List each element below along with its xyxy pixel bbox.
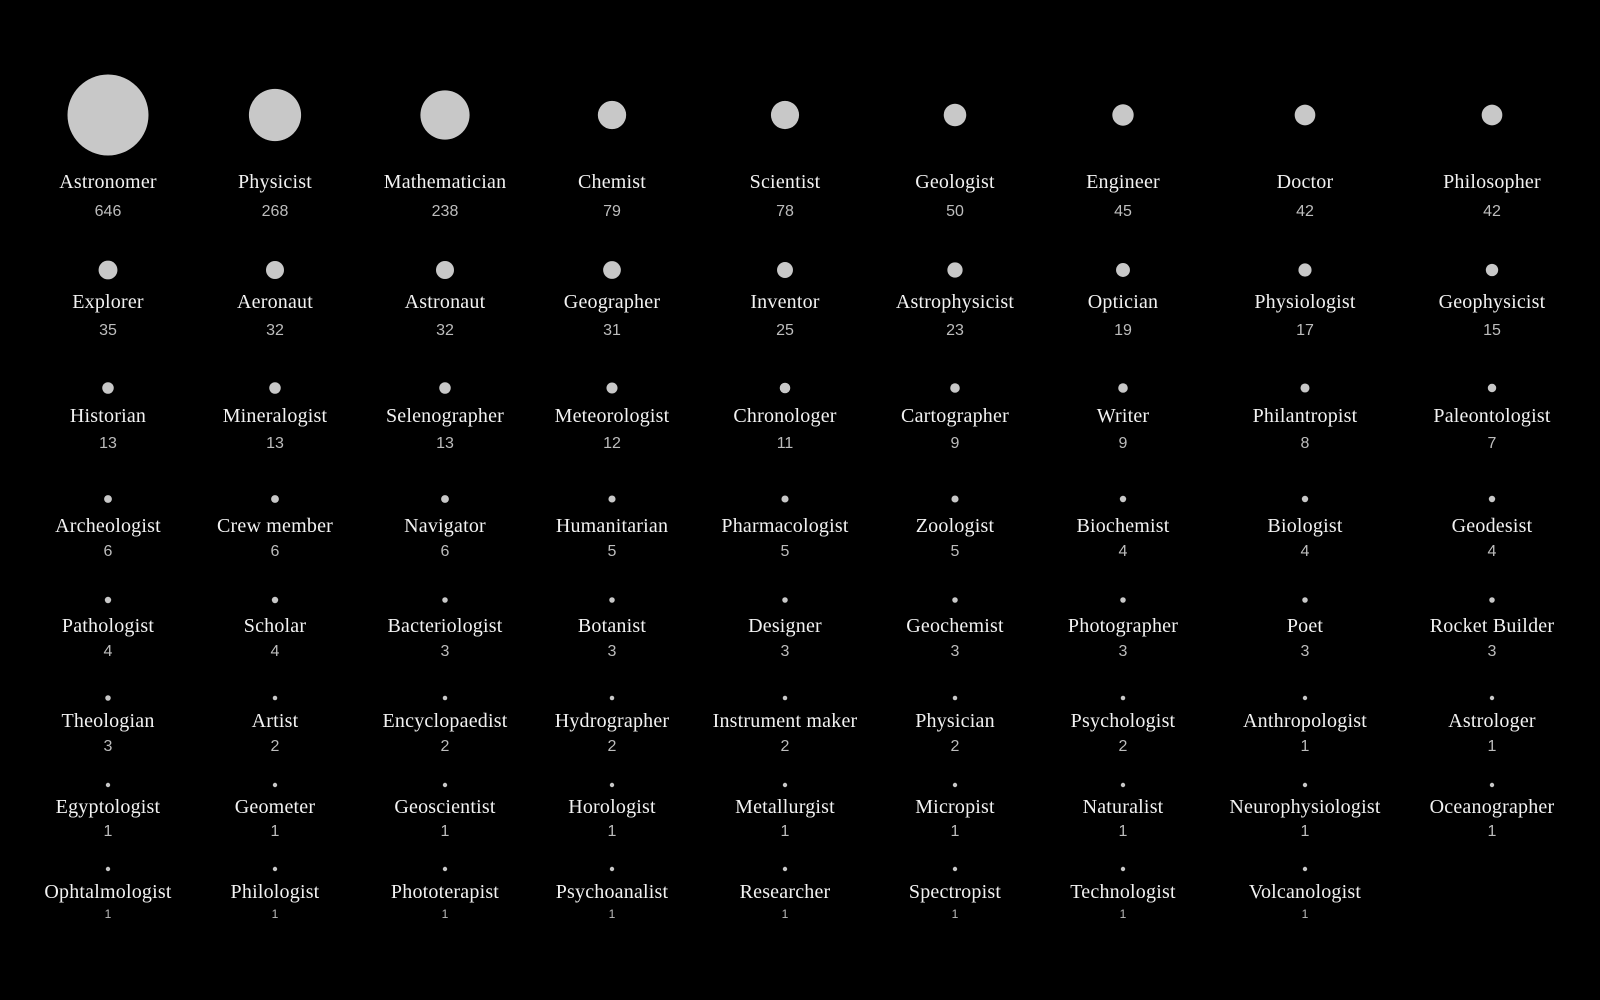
occupation-count: 5 <box>780 543 790 560</box>
occupation-count: 2 <box>440 738 450 755</box>
occupation-count: 6 <box>270 543 280 560</box>
occupation-count: 3 <box>780 643 790 660</box>
occupation-count: 1 <box>780 823 790 840</box>
grid-cell <box>231 867 320 921</box>
occupation-label: Oceanographer <box>1429 796 1555 818</box>
bubble-mark <box>953 867 957 871</box>
occupation-label: Philantropist <box>1252 405 1358 427</box>
grid-cell <box>748 597 822 660</box>
bubble-mark <box>1112 104 1133 125</box>
occupation-label: Researcher <box>739 881 831 903</box>
bubble-mark <box>1121 783 1125 787</box>
occupation-count: 3 <box>1300 643 1310 660</box>
occupation-label: Doctor <box>1276 171 1334 193</box>
bubble-mark <box>105 695 111 701</box>
grid-cell <box>1088 263 1158 339</box>
grid-cell <box>750 262 819 339</box>
occupation-label: Artist <box>251 710 299 732</box>
occupation-count: 42 <box>1296 203 1314 220</box>
occupation-label: Meteorologist <box>554 405 670 427</box>
occupation-count: 1 <box>1301 907 1309 921</box>
occupation-count: 35 <box>99 322 117 339</box>
occupation-count: 13 <box>436 435 454 452</box>
grid-cell <box>238 89 312 220</box>
grid-cell <box>56 783 161 840</box>
occupation-label: Geologist <box>915 171 995 193</box>
occupation-label: Psychoanalist <box>555 881 669 903</box>
bubble-mark <box>950 383 960 393</box>
occupation-label: Geometer <box>234 796 316 818</box>
occupation-label: Pathologist <box>61 615 155 637</box>
grid-cell <box>733 383 836 452</box>
grid-cell <box>901 383 1009 452</box>
occupation-label: Astronomer <box>59 171 157 193</box>
grid-cell <box>1249 867 1361 921</box>
occupation-label: Explorer <box>72 291 144 313</box>
occupation-label: Mathematician <box>383 171 507 193</box>
grid-cell <box>721 495 848 560</box>
occupation-count: 19 <box>1114 322 1132 339</box>
occupation-label: Astrophysicist <box>895 291 1015 313</box>
occupation-label: Physiologist <box>1254 291 1356 313</box>
occupation-label: Biologist <box>1267 515 1343 537</box>
grid-cell <box>1439 264 1546 339</box>
occupation-label: Phototerapist <box>390 881 500 903</box>
occupation-label: Pharmacologist <box>721 515 849 537</box>
bubble-mark <box>443 783 447 787</box>
occupation-label: Horologist <box>568 796 656 818</box>
grid-cell <box>906 597 1004 660</box>
bubble-mark <box>273 783 277 787</box>
occupation-count: 4 <box>103 643 113 660</box>
occupation-label: Navigator <box>404 515 486 537</box>
occupation-label: Paleontologist <box>1433 405 1551 427</box>
grid-cell <box>1071 696 1176 755</box>
bubble-mark <box>1121 696 1126 701</box>
occupation-count: 5 <box>607 543 617 560</box>
occupation-count: 1 <box>1300 823 1310 840</box>
occupation-label: Spectropist <box>908 881 1002 903</box>
grid-cell <box>896 262 1015 339</box>
occupation-label: Zoologist <box>915 515 995 537</box>
occupation-count: 2 <box>270 738 280 755</box>
occupation-count: 238 <box>431 203 459 220</box>
bubble-mark <box>606 382 617 393</box>
occupation-label: Hydrographer <box>554 710 670 732</box>
bubble-mark <box>777 262 793 278</box>
bubble-mark <box>947 262 962 277</box>
occupation-count: 1 <box>1119 907 1127 921</box>
grid-cell <box>384 90 507 220</box>
occupation-label: Philologist <box>230 881 320 903</box>
bubble-mark <box>271 495 279 503</box>
occupation-count: 1 <box>950 823 960 840</box>
bubble-mark <box>1120 496 1126 502</box>
occupation-label: Geodesist <box>1451 515 1533 537</box>
bubble-mark <box>105 597 111 603</box>
occupation-label: Geophysicist <box>1438 291 1546 313</box>
grid-cell <box>915 783 995 840</box>
bubble-mark <box>1295 105 1316 126</box>
occupation-count: 1 <box>1300 738 1310 755</box>
occupation-count: 25 <box>776 322 794 339</box>
occupation-count: 3 <box>607 643 617 660</box>
bubble-mark <box>1120 597 1126 603</box>
occupation-count: 4 <box>270 643 280 660</box>
occupation-label: Designer <box>748 615 822 637</box>
occupation-count: 3 <box>1118 643 1128 660</box>
occupation-count: 1 <box>270 823 280 840</box>
grid-cell <box>1287 597 1324 660</box>
occupation-label: Optician <box>1087 291 1159 313</box>
grid-cell <box>72 261 144 339</box>
bubble-mark <box>99 261 118 280</box>
bubble-mark <box>1121 867 1125 871</box>
bubble-mark <box>1303 696 1307 700</box>
occupation-count: 13 <box>99 435 117 452</box>
occupation-label: Metallurgist <box>735 796 835 818</box>
bubble-mark <box>273 867 277 871</box>
grid-cell <box>1243 696 1367 755</box>
occupation-label: Anthropologist <box>1243 710 1367 732</box>
occupation-count: 8 <box>1300 435 1310 452</box>
grid-cell <box>59 75 157 221</box>
occupation-label: Encyclopaedist <box>382 710 508 732</box>
occupation-label: Geoscientist <box>394 796 496 818</box>
bubble-mark <box>783 696 788 701</box>
occupation-count: 17 <box>1296 322 1314 339</box>
occupation-count: 42 <box>1483 203 1501 220</box>
grid-cell <box>1448 696 1536 755</box>
occupation-label: Physicist <box>237 171 313 193</box>
bubble-mark <box>598 101 626 129</box>
occupation-label: Humanitarian <box>555 515 669 537</box>
bubble-mark <box>442 597 448 603</box>
bubble-mark <box>610 696 615 701</box>
bubble-mark <box>952 597 958 603</box>
occupation-label: Egyptologist <box>55 796 161 818</box>
grid-cell <box>1083 783 1164 840</box>
bubble-mark <box>443 696 448 701</box>
occupation-count: 1 <box>607 823 617 840</box>
occupation-label: Geographer <box>563 291 661 313</box>
occupation-label: Philosopher <box>1443 171 1541 193</box>
grid-cell <box>915 696 995 755</box>
grid-cell <box>44 867 171 921</box>
occupation-count: 1 <box>1487 823 1497 840</box>
bubble-mark <box>782 597 788 603</box>
bubble-mark <box>783 783 787 787</box>
grid-cell <box>915 104 995 220</box>
grid-cell <box>235 783 316 840</box>
grid-cell <box>244 597 307 660</box>
grid-cell <box>578 597 647 660</box>
occupation-label: Crew member <box>216 515 334 537</box>
grid-cell <box>1443 105 1541 220</box>
grid-cell <box>70 382 146 452</box>
occupation-count: 50 <box>946 203 964 220</box>
occupation-count: 1 <box>103 823 113 840</box>
grid-cell <box>1277 105 1334 220</box>
occupation-label: Technologist <box>1070 881 1176 903</box>
grid-cell <box>713 696 858 755</box>
bubble-mark <box>102 382 114 394</box>
bubble-mark <box>1303 783 1307 787</box>
grid-cell <box>217 495 333 560</box>
grid-cell <box>1076 496 1169 560</box>
occupation-count: 1 <box>1118 823 1128 840</box>
occupation-count: 2 <box>1118 738 1128 755</box>
bubble-mark <box>609 597 615 603</box>
occupation-label: Rocket Builder <box>1429 615 1555 637</box>
bubble-mark <box>1303 867 1307 871</box>
bubble-mark <box>953 696 958 701</box>
grid-cell <box>1254 263 1356 339</box>
occupation-label: Cartographer <box>901 405 1009 427</box>
bubble-mark <box>1302 496 1308 502</box>
bubble-mark <box>104 495 112 503</box>
grid-cell <box>1068 597 1178 660</box>
occupation-count: 1 <box>440 823 450 840</box>
occupation-count: 2 <box>950 738 960 755</box>
grid-cell <box>578 101 646 220</box>
occupation-count: 11 <box>776 435 794 452</box>
bubble-mark <box>272 597 278 603</box>
occupation-label: Astronaut <box>404 291 486 313</box>
bubble-mark <box>1486 264 1498 276</box>
bubble-mark <box>436 261 454 279</box>
bubble-mark <box>266 261 284 279</box>
occupation-count: 3 <box>103 738 113 755</box>
grid-cell <box>568 783 656 840</box>
grid-cell <box>252 696 299 755</box>
bubble-mark <box>951 495 958 502</box>
bubble-mark <box>273 696 278 701</box>
bubble-mark <box>1489 496 1495 502</box>
occupation-count: 13 <box>266 435 284 452</box>
occupation-count: 1 <box>271 907 279 921</box>
occupation-count: 12 <box>603 435 621 452</box>
occupation-count: 6 <box>103 543 113 560</box>
bubble-mark <box>1116 263 1130 277</box>
occupation-count: 3 <box>950 643 960 660</box>
occupation-label: Scholar <box>243 615 307 637</box>
occupation-count: 23 <box>946 322 964 339</box>
occupation-count: 45 <box>1114 203 1132 220</box>
occupation-label: Geochemist <box>906 615 1004 637</box>
occupation-count: 646 <box>94 203 122 220</box>
grid-cell <box>1430 597 1555 660</box>
grid-cell <box>555 696 670 755</box>
bubble-mark <box>610 783 614 787</box>
occupation-label: Selenographer <box>385 405 505 427</box>
occupation-label: Neurophysiologist <box>1229 796 1381 818</box>
occupation-label: Mineralogist <box>222 405 328 427</box>
grid-cell <box>386 382 504 452</box>
grid-cell <box>1229 783 1380 840</box>
occupation-count: 4 <box>1118 543 1128 560</box>
occupation-label: Poet <box>1286 615 1324 637</box>
grid-cell <box>1253 383 1358 452</box>
bubble-mark <box>269 382 281 394</box>
bubble-mark <box>249 89 301 141</box>
occupation-count: 9 <box>950 435 960 452</box>
grid-cell <box>564 261 661 339</box>
bubble-mark <box>771 101 799 129</box>
occupation-label: Ophtalmologist <box>44 881 172 903</box>
occupation-label: Chemist <box>577 171 647 193</box>
grid-cell <box>1086 104 1160 220</box>
grid-cell <box>1433 384 1550 452</box>
grid-cell <box>391 867 499 921</box>
occupation-label: Bacteriologist <box>387 615 503 637</box>
occupation-label: Engineer <box>1086 171 1160 193</box>
grid-cell <box>750 101 821 220</box>
bubble-mark <box>780 383 791 394</box>
grid-cell <box>916 495 995 560</box>
grid-cell <box>740 867 831 921</box>
occupation-count: 268 <box>261 203 289 220</box>
grid-cell <box>556 495 668 560</box>
bubble-mark <box>68 75 149 156</box>
occupation-label: Botanist <box>577 615 647 637</box>
grid-cell <box>405 261 486 339</box>
occupation-label: Scientist <box>749 171 821 193</box>
grid-cell <box>1097 383 1150 452</box>
grid-cell <box>404 495 486 560</box>
bubble-mark <box>783 867 787 871</box>
bubble-mark <box>1489 597 1495 603</box>
occupation-label: Naturalist <box>1082 796 1164 818</box>
occupation-label: Psychologist <box>1070 710 1176 732</box>
occupation-label: Aeronaut <box>236 291 314 313</box>
occupation-label: Instrument maker <box>712 710 858 732</box>
occupation-count: 3 <box>440 643 450 660</box>
occupation-count: 1 <box>951 907 959 921</box>
grid-cell <box>1452 496 1533 560</box>
grid-cell <box>237 261 313 339</box>
occupation-count: 1 <box>608 907 616 921</box>
occupation-count: 1 <box>781 907 789 921</box>
bubble-mark <box>608 495 615 502</box>
occupation-count: 7 <box>1487 435 1497 452</box>
grid-cell <box>909 867 1001 921</box>
occupation-count: 4 <box>1300 543 1310 560</box>
occupation-count: 1 <box>441 907 449 921</box>
occupation-count: 1 <box>1487 738 1497 755</box>
bubble-mark <box>1298 263 1311 276</box>
occupation-label: Theologian <box>61 710 155 732</box>
bubble-mark <box>443 867 447 871</box>
occupation-count: 79 <box>603 203 621 220</box>
bubble-mark <box>1118 383 1128 393</box>
occupation-count: 4 <box>1487 543 1497 560</box>
grid-cell <box>383 696 508 755</box>
occupation-count: 2 <box>780 738 790 755</box>
occupation-label: Historian <box>69 405 147 427</box>
bubble-mark <box>1482 105 1503 126</box>
occupation-count: 9 <box>1118 435 1128 452</box>
occupation-label: Astrologer <box>1448 710 1536 732</box>
bubble-mark <box>420 90 469 139</box>
occupation-count: 5 <box>950 543 960 560</box>
grid-cell <box>61 695 154 755</box>
bubble-mark <box>1490 696 1494 700</box>
bubble-mark <box>1488 384 1496 392</box>
bubble-mark <box>944 104 967 127</box>
occupation-count: 2 <box>607 738 617 755</box>
bubble-mark <box>603 261 621 279</box>
grid-cell <box>555 382 670 452</box>
grid-cell <box>55 495 161 560</box>
bubble-mark <box>1302 597 1308 603</box>
grid-cell <box>62 597 154 660</box>
occupation-label: Biochemist <box>1076 515 1170 537</box>
occupation-label: Micropist <box>915 796 995 818</box>
occupation-count: 32 <box>436 322 454 339</box>
occupation-count: 3 <box>1487 643 1497 660</box>
bubble-mark <box>439 382 451 394</box>
occupation-count: 15 <box>1483 322 1501 339</box>
occupation-count: 32 <box>266 322 284 339</box>
grid-cell <box>556 867 669 921</box>
bubble-mark <box>610 867 614 871</box>
bubble-mark <box>781 495 788 502</box>
bubble-mark <box>106 867 110 871</box>
grid-cell <box>1430 783 1555 840</box>
occupation-label: Volcanologist <box>1248 881 1362 903</box>
grid-cell <box>1267 496 1342 560</box>
occupation-count: 1 <box>104 907 112 921</box>
occupation-count: 78 <box>776 203 794 220</box>
occupation-label: Inventor <box>750 291 820 313</box>
grid-cell <box>394 783 496 840</box>
occupation-count: 6 <box>440 543 450 560</box>
bubble-mark <box>106 783 110 787</box>
occupation-count: 31 <box>603 322 621 339</box>
grid-cell <box>388 597 503 660</box>
occupation-label: Writer <box>1096 405 1150 427</box>
bubble-mark <box>1300 383 1309 392</box>
bubble-mark <box>953 783 957 787</box>
occupation-label: Archeologist <box>55 515 161 537</box>
occupation-label: Photographer <box>1067 615 1179 637</box>
grid-cell <box>223 382 328 452</box>
grid-cell <box>735 783 835 840</box>
grid-cell <box>1070 867 1176 921</box>
bubble-mark <box>441 495 449 503</box>
occupation-label: Physician <box>915 710 995 732</box>
bubble-mark <box>1490 783 1494 787</box>
occupation-label: Chronologer <box>733 405 837 427</box>
